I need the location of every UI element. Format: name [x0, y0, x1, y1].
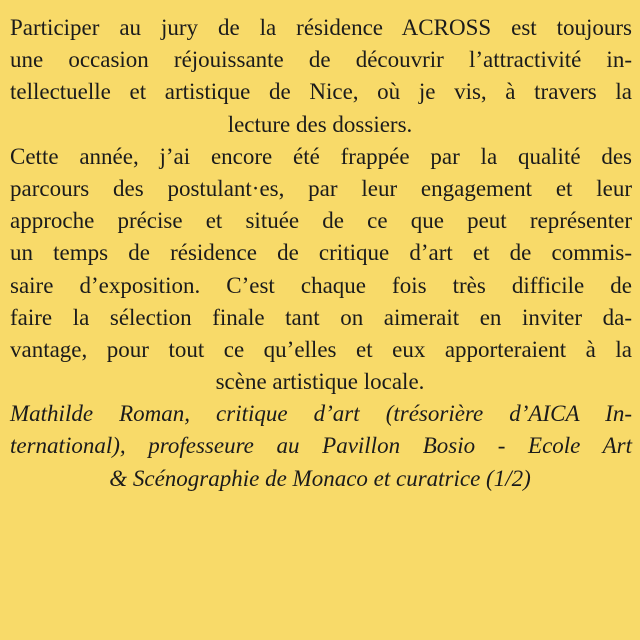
paragraph-line: faire la sélection finale tant on aimerait en inviter da-	[10, 304, 632, 330]
testimonial-attribution	[0, 398, 640, 495]
testimonial-paragraph	[0, 12, 640, 398]
attribution-line: ternational), professeure au Pavillon Bosio - Ecole Art	[10, 433, 632, 459]
paragraph-line: vantage, pour tout ce qu’elles et eux apporteraient à la	[10, 336, 632, 362]
attribution-line: Mathilde Roman, critique d’art (trésorière d’AICA In-	[10, 401, 632, 427]
paragraph-line: lecture des dossiers.	[227, 111, 413, 137]
paragraph-line: tellectuelle et artistique de Nice, où je vis, à travers la	[10, 79, 632, 105]
paragraph-line: saire d’exposition. C’est chaque fois très difficile de	[10, 272, 632, 298]
paragraph-line: approche précise et située de ce que peut représenter	[10, 208, 632, 234]
paragraph-line: parcours des postulant·es, par leur engagement et leur	[10, 175, 632, 201]
testimonial-text	[0, 12, 640, 495]
paragraph-line: un temps de résidence de critique d’art et de commis-	[10, 240, 632, 266]
attribution-line: & Scénographie de Monaco et curatrice (1/2)	[109, 465, 531, 491]
paragraph-line: scène artistique locale.	[215, 369, 425, 395]
paragraph-line: Cette année, j’ai encore été frappée par la qualité des	[10, 143, 632, 169]
paragraph-line: une occasion réjouissante de découvrir l’attractivité in-	[10, 47, 632, 73]
paragraph-line: Participer au jury de la résidence ACROSS est toujours	[10, 15, 632, 40]
